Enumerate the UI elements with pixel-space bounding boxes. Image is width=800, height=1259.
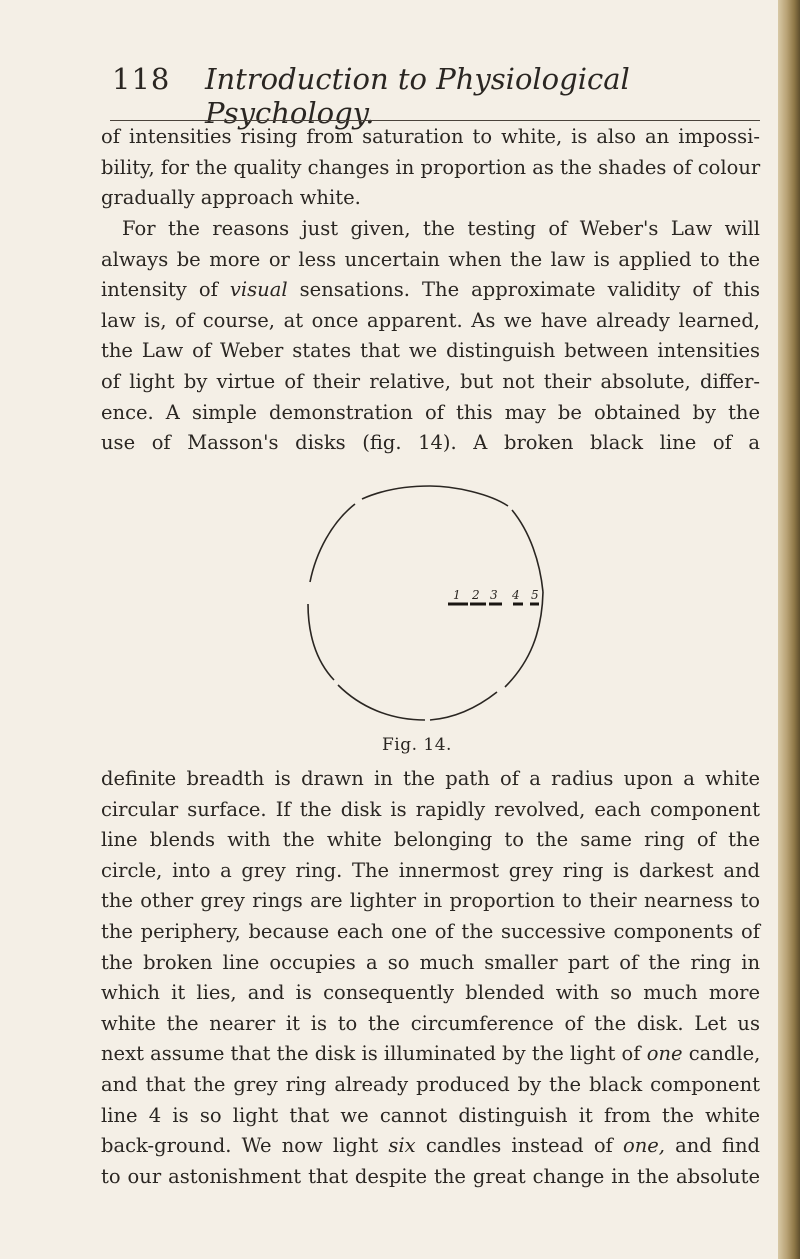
- text-line: [101, 1131, 760, 1161]
- disk-outline-arc: [430, 692, 497, 720]
- page-number: 118: [112, 62, 171, 96]
- page-edge: [778, 0, 800, 1259]
- italic-word: one,: [622, 1134, 665, 1158]
- text-line: ence. A simple demonstration of this may be obtained by the: [101, 400, 760, 424]
- text-segment: next assume that the disk is illuminated by the light of: [101, 1042, 641, 1066]
- figure-caption: Fig. 14.: [382, 735, 452, 755]
- text-segment: and find: [675, 1134, 761, 1158]
- text-line: circle, into a grey ring. The innermost grey ring is darkest and: [101, 858, 760, 882]
- text-line: use of Masson's disks (fig. 14). A broken black line of a: [101, 431, 760, 455]
- text-segment: intensity of: [101, 278, 218, 302]
- text-line: law is, of course, at once apparent. As we have already learned,: [101, 308, 760, 332]
- disk-outline-arc: [310, 504, 355, 582]
- segment-label: 1: [453, 588, 461, 602]
- running-head: Introduction to Physiological Psychology.: [205, 62, 630, 130]
- segment-label: 5: [531, 588, 539, 602]
- text-line: [101, 275, 760, 305]
- disk-outline-arc: [362, 486, 430, 499]
- segment-label: 3: [490, 588, 498, 602]
- text-line: For the reasons just given, the testing of Weber's Law will: [122, 217, 760, 240]
- text-line: gradually approach white.: [101, 186, 361, 210]
- text-line: circular surface. If the disk is rapidly revolved, each component: [101, 797, 760, 821]
- italic-word: one: [646, 1042, 683, 1066]
- masson-disk-diagram: [290, 482, 580, 722]
- text-line: [101, 1039, 760, 1069]
- text-line: line blends with the white belonging to the same ring of the: [101, 828, 760, 852]
- text-line: and that the grey ring already produced by the black component: [101, 1073, 760, 1096]
- disk-outline-arc: [308, 604, 334, 680]
- text-line: line 4 is so light that we cannot distinguish it from the white: [101, 1103, 760, 1127]
- italic-word: six: [388, 1134, 416, 1158]
- figure-masson-disk: [290, 482, 580, 722]
- disk-outline-arc: [430, 486, 508, 506]
- text-line: of intensities rising from saturation to white, is also an impossi-: [101, 125, 760, 148]
- text-line: the periphery, because each one of the successive components of: [101, 920, 760, 943]
- header-rule: [110, 120, 760, 121]
- page-header: [0, 62, 780, 130]
- text-line: bility, for the quality changes in proportion as the shades of colour: [101, 155, 761, 179]
- segment-label: 4: [512, 588, 520, 602]
- text-line: which it lies, and is consequently blended with so much more: [101, 981, 760, 1005]
- text-segment: back-ground. We now light: [101, 1134, 379, 1158]
- segment-label: 2: [472, 588, 480, 602]
- disk-outline-arc: [505, 592, 543, 687]
- text-line: always be more or less uncertain when the law is applied to the: [101, 247, 760, 271]
- text-segment: candle,: [688, 1042, 761, 1066]
- disk-outline-arc: [512, 510, 543, 592]
- disk-outline-arc: [338, 685, 425, 720]
- text-line: white the nearer it is to the circumference of the disk. Let us: [101, 1011, 760, 1035]
- text-line: the Law of Weber states that we distinguish between intensities: [101, 339, 760, 363]
- italic-word: visual: [229, 278, 288, 302]
- text-line: to our astonishment that despite the great change in the absolute: [101, 1164, 760, 1188]
- text-line: of light by virtue of their relative, but not their absolute, differ-: [101, 370, 760, 393]
- text-line: definite breadth is drawn in the path of a radius upon a white: [101, 767, 760, 790]
- text-line: the broken line occupies a so much smaller part of the ring in: [101, 950, 760, 974]
- text-segment: candles instead of: [425, 1134, 613, 1158]
- text-line: the other grey rings are lighter in proportion to their nearness to: [101, 889, 760, 913]
- text-segment: sensations. The approximate validity of this: [299, 278, 761, 302]
